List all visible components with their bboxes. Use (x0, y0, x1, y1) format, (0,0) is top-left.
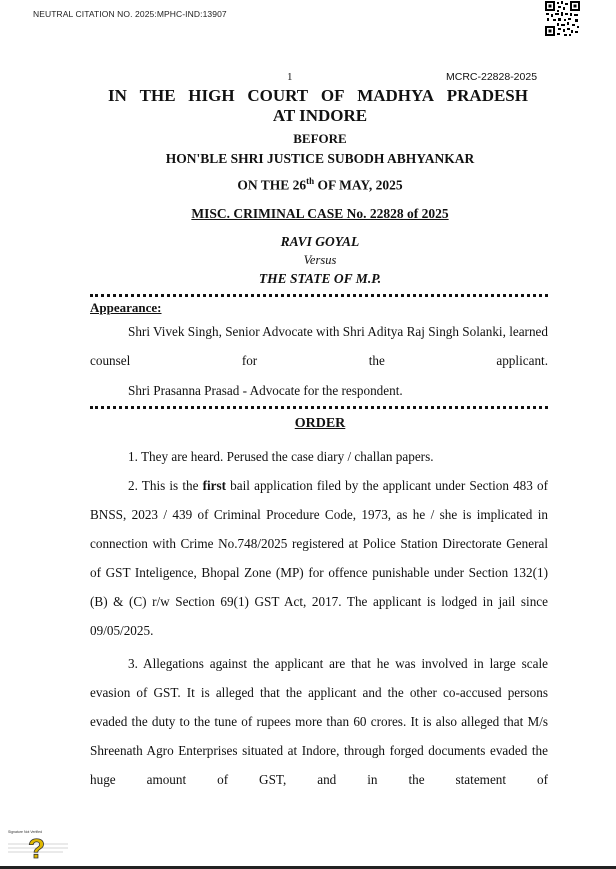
hearing-date (0, 176, 616, 194)
court-word: THE (139, 86, 176, 105)
dotted-divider (90, 406, 548, 409)
case-title: MISC. CRIMINAL CASE No. 22828 of 2025 (191, 206, 449, 221)
date-prefix: ON THE 26 (237, 177, 307, 193)
order-heading: ORDER (294, 416, 346, 431)
court-name-line2: AT INDORE (272, 106, 368, 125)
court-word: PRADESH (446, 86, 528, 105)
neutral-citation: NEUTRAL CITATION NO. 2025:MPHC-IND:13907 (33, 9, 227, 19)
before-label: BEFORE (293, 131, 347, 146)
court-word: COURT (247, 86, 309, 105)
order-paragraph-2 (90, 471, 548, 645)
qr-code-icon (544, 0, 581, 37)
counsel-applicant: Shri Vivek Singh, Senior Advocate with Shri Aditya Raj Singh Solanki, learned counsel for the applicant. (90, 324, 548, 368)
petitioner-name: RAVI GOYAL (280, 234, 360, 249)
counsel-respondent: Shri Prasanna Prasad - Advocate for the respondent. (128, 383, 403, 398)
signature-label: Signature Not Verified (8, 830, 43, 834)
svg-text:?: ? (28, 833, 46, 862)
order-paragraph-3: 3. Allegations against the applicant are that he was involved in large scale evasion of GST. It is alleged that the applicant and the other co-accused persons evaded the duty to the tune of rupees more than 60 crores. It is also alleged that M/s Shreenath Agro Enterprises situated at Indore, through forged documents evaded the huge amount of GST, and in the statement of (90, 656, 548, 787)
order-paragraph-1: 1. They are heard. Perused the case diary / challan papers. (128, 449, 434, 464)
court-word: HIGH (188, 86, 235, 105)
para2-bold: first (202, 478, 227, 493)
court-name-line1 (108, 86, 528, 106)
para2-rest: bail application filed by the applicant under Section 483 of BNSS, 2023 / 439 of Criminal Procedure Code, 1973, as he / she is implicated in connection with Crime No.748/2025 registered at Police Station Directorate General of GST Inteligence, Bhopal Zone (MP) for offence punishable under Section 132(1)(B) & (C) r/w Section 69(1) GST Act, 2017. The applicant is lodged in jail since 09/05/2025. (90, 478, 548, 638)
page-number: 1 (287, 71, 293, 83)
court-word: MADHYA (357, 86, 435, 105)
case-reference: MCRC-22828-2025 (446, 71, 538, 83)
court-word: OF (320, 86, 345, 105)
dotted-divider (90, 294, 548, 297)
question-mark-signature-icon (8, 830, 78, 862)
date-superscript: th (306, 176, 315, 186)
justice-name: HON'BLE SHRI JUSTICE SUBODH ABHYANKAR (165, 151, 475, 166)
respondent-name: THE STATE OF M.P. (258, 271, 382, 286)
appearance-heading: Appearance: (90, 300, 162, 315)
para2-start: 2. This is the (128, 478, 203, 493)
date-suffix: OF MAY, 2025 (314, 177, 403, 193)
court-word: IN (108, 86, 127, 105)
versus-label: Versus (303, 253, 337, 267)
